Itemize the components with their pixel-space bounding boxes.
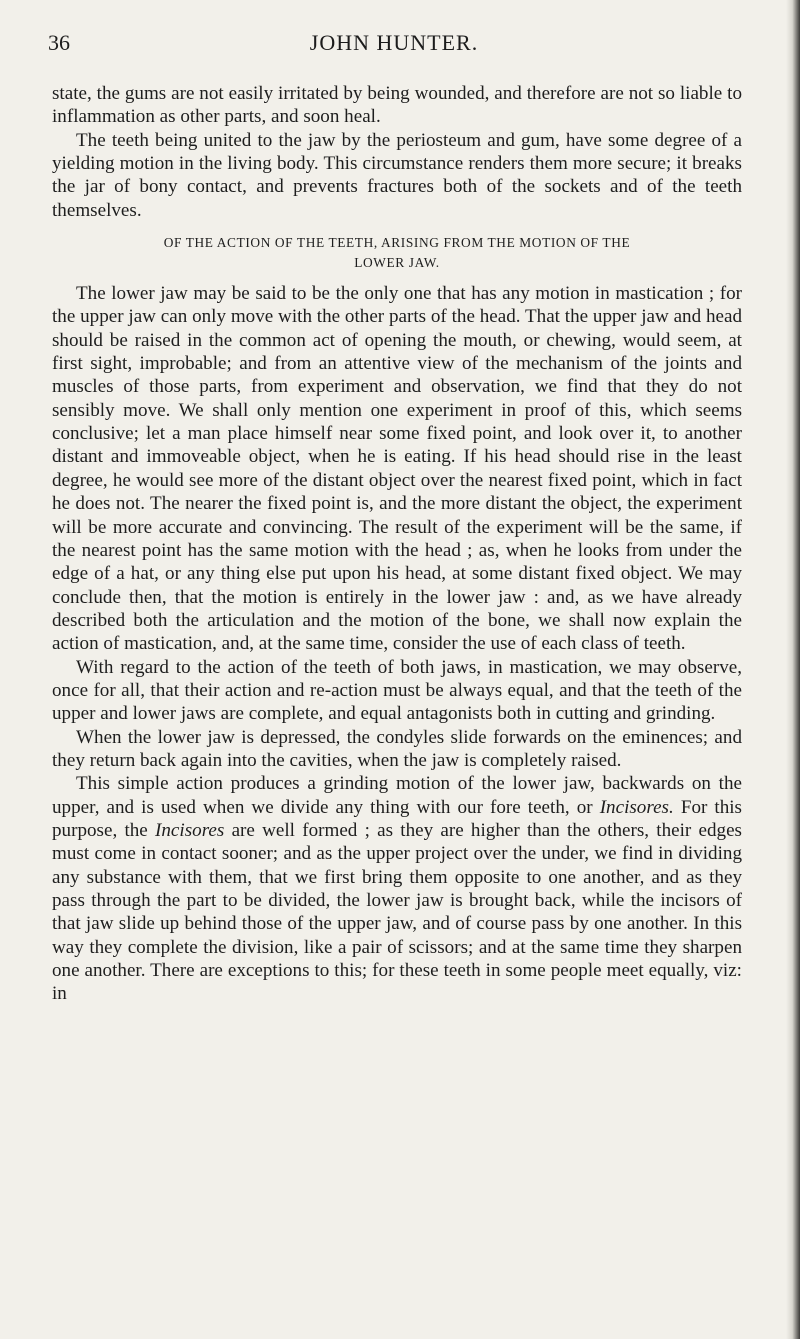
- running-title: JOHN HUNTER.: [309, 30, 479, 55]
- italic-term: Incisores: [155, 819, 225, 841]
- section-heading-line: OF THE ACTION OF THE TEETH, ARISING FROM THE MOTION OF THE: [163, 235, 631, 251]
- paragraph-continued: state, the gums are not easily irritated by being wounded, and therefore are not so liable to inflammation as other parts, and soon heal.: [52, 83, 742, 128]
- paragraph: The lower jaw may be said to be the only one that has any motion in mastication ; for the upper jaw can only move with the other parts of the head. That the upper jaw and head should be raised in the common act of opening the mouth, or chewing, would seem, at first sight, improbable; and from an attentive view of the mechanism of the joints and muscles of those parts, from experiment and observation, we find that they do not sensibly move. We shall only mention one experiment in proof of this, which seems conclusive; let a man place himself near some fixed point, and look over it, to another distant and immoveable object, when he is eating. If his head should rise in the least degree, he would see more of the distant object over the nearest fixed point, which in fact he does not. The nearer the fixed point is, and the more distant the object, the experiment will be more accurate and convincing. The result of the experiment will be the same, if the nearest point has the same motion with the head ; as, when he looks from under the edge of a hat, or any thing else put upon his head, at some distant fixed object. We may conclude then, that the motion is entirely in the lower jaw : and, as we have already described both the articulation and the motion of the bone, we shall now explain the action of mastication, and, at the same time, consider the use of each class of teeth.: [52, 283, 742, 655]
- section-heading-line: LOWER JAW.: [354, 255, 440, 271]
- paragraph: The teeth being united to the jaw by the periosteum and gum, have some degree of a yielding motion in the living body. This circumstance renders them more secure; it breaks the jar of bony contact, and prevents fractures both of the sockets and of the teeth themselves.: [52, 129, 742, 221]
- paragraph: [52, 772, 742, 1005]
- section-heading: [52, 233, 742, 273]
- body-text: [52, 82, 742, 1006]
- paragraph: When the lower jaw is depressed, the condyles slide forwards on the eminences; and they return back again into the cavities, when the jaw is completely raised.: [52, 726, 742, 771]
- text-run: This simple action produces a grinding motion of the lower jaw, backwards on the upper, and is used when we divide any thing with our fore teeth, or: [52, 773, 742, 818]
- page-edge-shadow: [786, 0, 800, 1339]
- text-run: For this purpose, the: [52, 796, 742, 841]
- running-header: [48, 30, 740, 64]
- italic-term: Incisores.: [599, 796, 674, 818]
- page-number: 36: [48, 30, 70, 55]
- paragraph: With regard to the action of the teeth of both jaws, in mastication, we may observe, once for all, that their action and re-action must be always equal, and that the teeth of the upper and lower jaws are complete, and equal antagonists both in cutting and grinding.: [52, 656, 742, 725]
- text-run: are well formed ; as they are higher than the others, their edges must come in contact sooner; and as the upper project over the under, we find in dividing any substance with them, that we first bring them opposite to one another, and as they pass through the part to be divided, the lower jaw is brought back, while the incisors of that jaw slide up behind those of the upper jaw, and of course pass by one another. In this way they complete the division, like a pair of scissors; and at the same time they sharpen one another. There are exceptions to this; for these teeth in some people meet equally, viz: in: [52, 819, 742, 1005]
